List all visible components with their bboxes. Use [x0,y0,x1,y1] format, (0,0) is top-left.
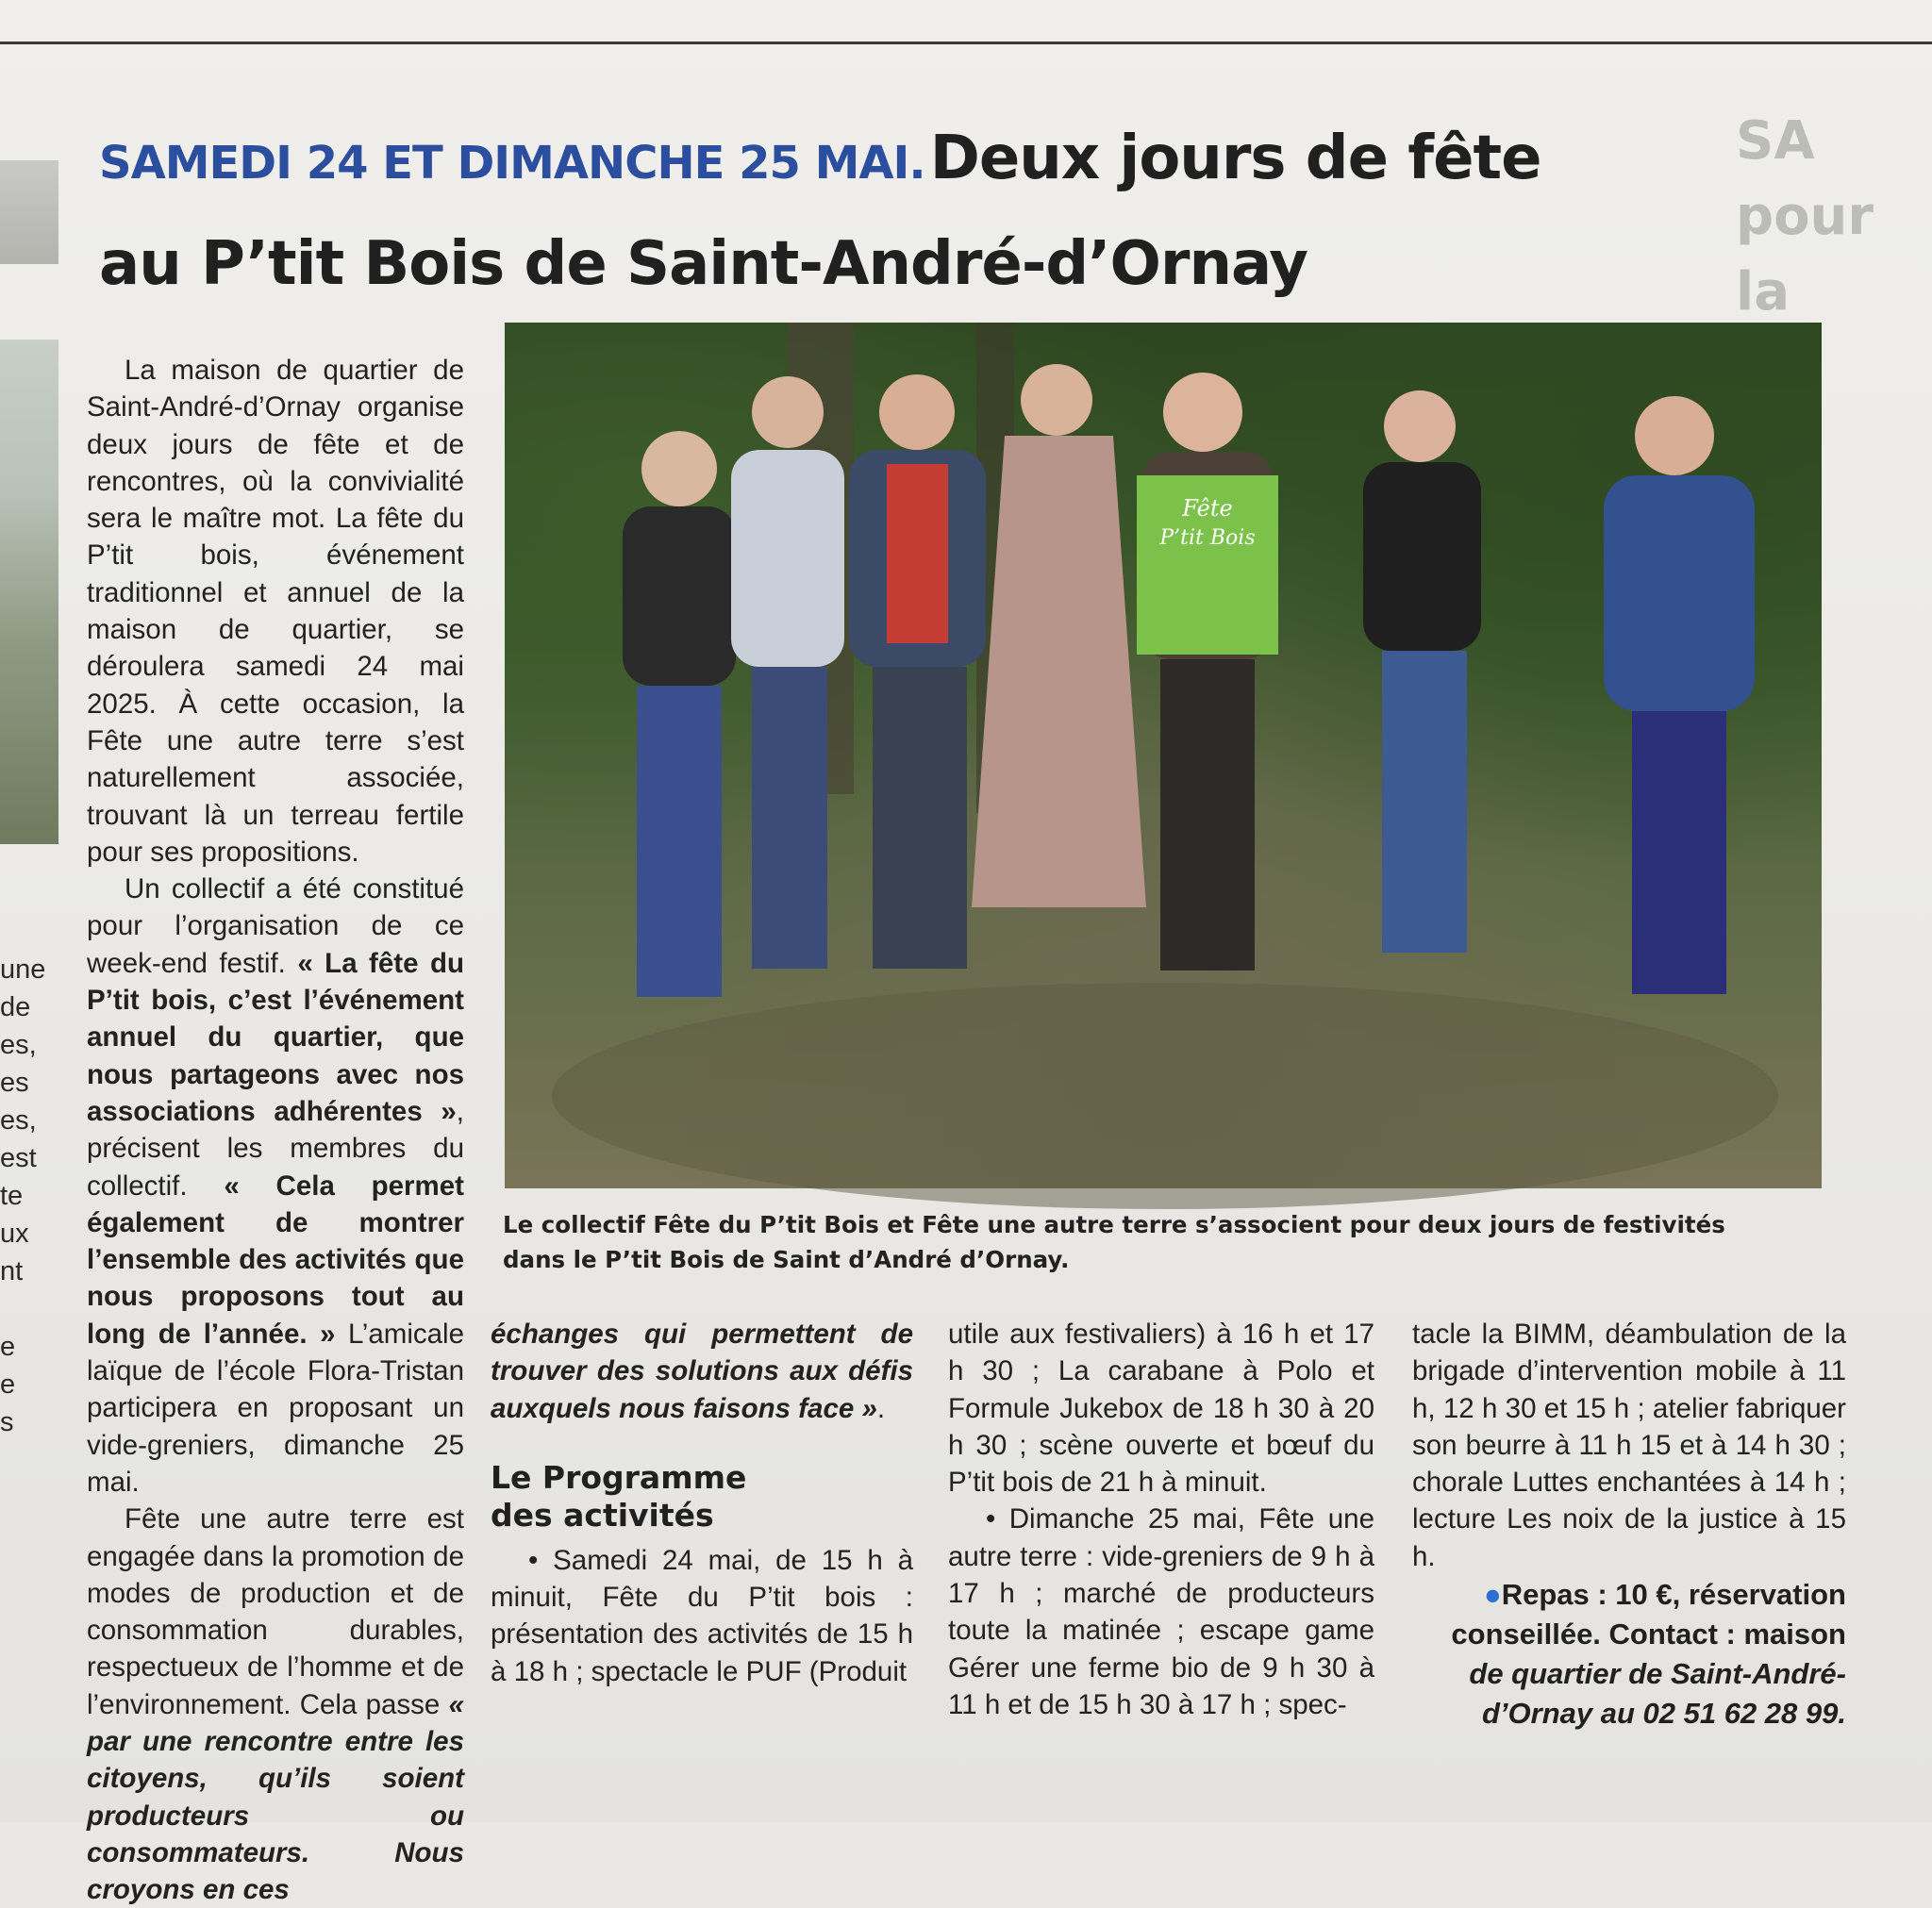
poster [1137,475,1278,655]
top-rule [0,41,1932,44]
headline-title-line2: au P’tit Bois de Saint-André-d’Ornay [99,229,1307,299]
neighbor-left-photo [0,340,58,844]
neighbor-right-fragment: SA [1736,110,1815,172]
text-span: , précisent les membres du collectif. [87,1095,464,1202]
program-subhead [491,1459,913,1535]
text-span: Un collectif a été constitué pour l’organisation de ce week-end festif. [87,873,464,979]
neighbor-left-fragment: es [0,1068,29,1098]
article-column-1 [87,352,464,1908]
neighbor-left-fragment: es, [0,1105,37,1136]
neighbor-left-fragment: te [0,1181,24,1211]
quote-italic: « par une rencontre entre les citoyens, qu’ils soient producteurs ou consommateurs. Nous croyons en ces [87,1688,464,1906]
contact-line2: de quartier de Saint-André-d’Ornay au 02 51 62 28 99. [1469,1657,1846,1731]
text-span: Repas : 10 €, réservation conseillée. Contact : maison [1451,1578,1846,1651]
photo-caption [503,1207,1842,1277]
neighbor-left-fragment: une [0,954,46,985]
contact-bullet: ● [1483,1578,1502,1612]
neighbor-left-fragment: es, [0,1030,37,1060]
neighbor-right-fragment: pour la [1736,186,1874,323]
program-dimanche-continuation: tacle la BIMM, déambulation de la brigade d’intervention mobile à 11 h, 12 h 30 et 15 h ; atelier fabriquer son beurre à 11 h 15 et à 14 h 30 ; chorale Luttes enchantées à 14 h ; lecture Les noix de la justice à 15 h. [1412,1319,1846,1572]
quote-italic: échanges qui permettent de trouver des solutions aux défis auxquels nous faisons face » [491,1319,913,1424]
quote-bold: « Cela permet également de montrer l’ensemble des activités que nous proposons tout au long de l’année. » [87,1170,464,1350]
program-samedi: • Samedi 24 mai, de 15 h à minuit, Fête du P’tit bois : présentation des activités de 15 h à 18 h ; spectacle le PUF (Produit [491,1544,913,1687]
contact-info [1412,1575,1846,1734]
neighbor-left-fragment: s [0,1407,14,1437]
headline-title-line1: Deux jours de fête [929,124,1541,193]
person-5 [1141,373,1274,971]
text-span: . [876,1392,886,1424]
program-subhead-line1: Le Programme [491,1458,747,1496]
paragraph-fete-autre-terre [87,1501,464,1908]
person-3 [849,374,986,969]
photo-illustration [505,323,1822,1188]
quote-bold: « La fête du P’tit bois, c’est l’événement annuel du quartier, que nous partageons avec nos associations adhérentes » [87,947,464,1127]
neighbor-left-fragment: e [0,1332,16,1362]
neighbor-left-fragment: e [0,1369,16,1400]
person-7 [1604,396,1755,994]
poster-title-line2: P’tit Bois [1159,526,1256,550]
neighbor-left-fragment: nt [0,1256,24,1286]
person-1 [623,431,736,997]
program-subhead-line2: des activités [491,1496,714,1534]
article-column-3 [948,1316,1374,1723]
paragraph-intro: La maison de quartier de Saint-André-d’Ornay organise deux jours de fête et de rencontres, où la convivialité sera le maître mot. La fête du P’tit bois, événement traditionnel et annuel de la maison de quartier, se déroulera samedi 24 mai 2025. À cette occasion, la Fête une autre terre s’est naturellement associée, trouvant là un terreau fertile pour ses propositions. [87,355,464,868]
neighbor-left-fragment: ux [0,1219,29,1249]
neighbor-left-fragment: de [0,992,31,1022]
program-dimanche: • Dimanche 25 mai, Fête une autre terre : vide-greniers de 9 h à 17 h ; marché de producteurs toute la matinée ; escape game Gérer une ferme bio de 9 h 30 à 11 h et de 15 h 30 à 17 h ; spec- [948,1503,1374,1720]
article-column-4 [1412,1316,1846,1734]
person-2 [731,376,844,969]
article-headline [99,113,1740,309]
headline-kicker: SAMEDI 24 ET DIMANCHE 25 MAI. [99,137,925,190]
neighbor-right-headline [1736,104,1932,323]
poster-title-line1: Fête [1182,495,1233,522]
person-6 [1363,390,1481,953]
article-column-2 [491,1316,913,1690]
photo-caption-line2: dans le P’tit Bois de Saint d’André d’Ornay. [503,1246,1070,1273]
program-samedi-continuation: utile aux festivaliers) à 16 h et 17 h 30 ; La carabane à Polo et Formule Jukebox de 18 h 30 à 20 h 30 ; scène ouverte et bœuf du P’tit bois de 21 h à minuit. [948,1319,1374,1499]
neighbor-left-fragment: est [0,1143,37,1173]
paragraph-collectif [87,871,464,1501]
article-photo [505,323,1822,1188]
neighbor-left-photo-top [0,160,58,264]
text-span: Fête une autre terre est engagée dans la promotion de modes de production et de consommation durables, respectueux de l’homme et de l’environnement. Cela passe [87,1503,464,1720]
paragraph-quote-continuation [491,1316,913,1427]
text-span: L’amicale laïque de l’école Flora-Tristan participera en proposant un vide-greniers, dimanche 25 mai. [87,1318,464,1498]
contact-line1 [1412,1575,1846,1654]
photo-caption-line1: Le collectif Fête du P’tit Bois et Fête une autre terre s’associent pour deux jours de festivités [503,1211,1725,1238]
ground-shadow [552,983,1778,1209]
